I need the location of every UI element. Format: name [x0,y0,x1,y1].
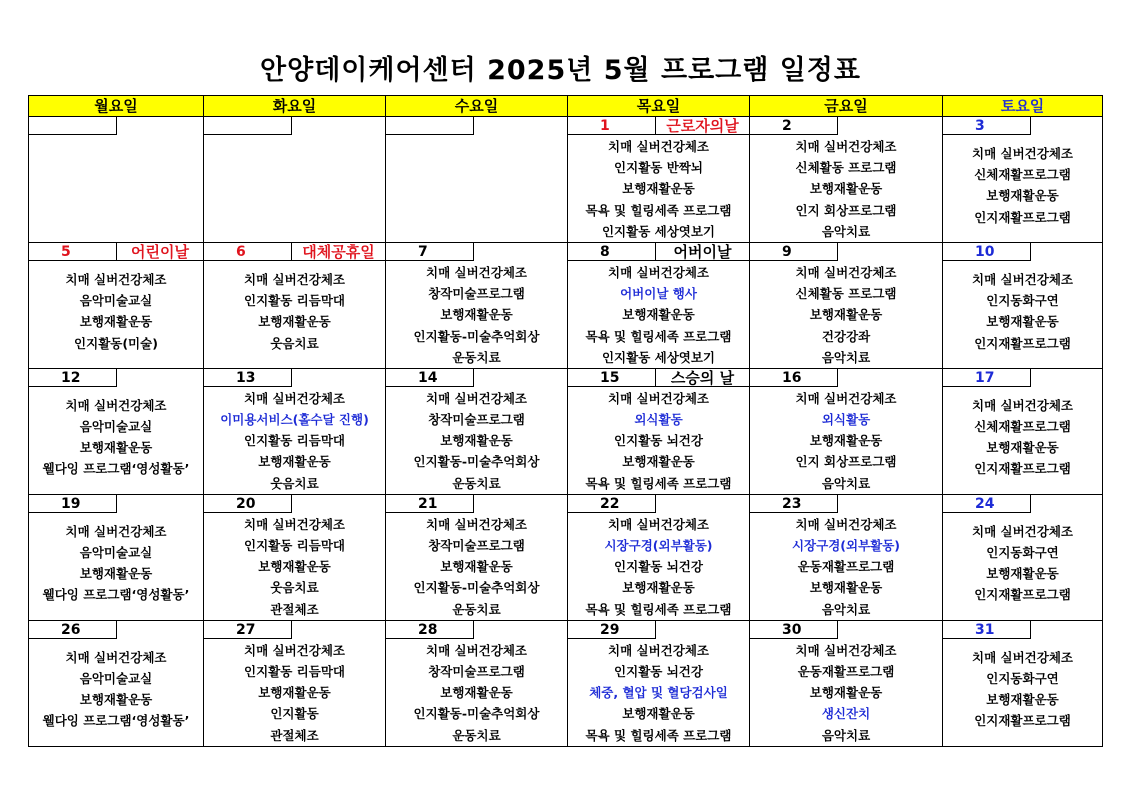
activity-list [204,388,385,494]
activity-item: 이미용서비스(홀수달 진행) [220,412,369,428]
activity-item: 인지재활프로그램 [974,587,1071,603]
activity-item: 시장구경(외부활동) [604,538,713,553]
day-number: 30 [750,621,838,639]
day-cell [750,368,943,494]
holiday-label: 근로자의날 [656,117,749,135]
activity-list [750,388,942,494]
activity-item: 건강강좌 [821,328,871,344]
day-number: 3 [943,117,1031,135]
day-header [386,369,567,388]
activity-item: 인지활동-미술추억회상 [413,328,540,344]
day-cell [29,368,204,494]
day-header [29,495,203,514]
activity-item: 보행재활운동 [622,580,695,596]
day-header [204,369,385,388]
day-number: 20 [204,495,292,513]
day-header [750,117,942,136]
activity-list [943,388,1102,480]
weekday-header-tue: 화요일 [204,96,386,117]
day-number: 5 [29,243,117,261]
weekday-header-wed: 수요일 [386,96,568,117]
day-cell [29,117,204,243]
day-cell [750,242,943,368]
day-header [204,117,385,136]
activity-item: 치매 실버건강체조 [608,390,709,406]
activity-list [943,640,1102,732]
activity-item: 인지활동 반짝뇌 [614,160,703,176]
day-cell [386,620,568,746]
day-number: 10 [943,243,1031,261]
holiday-label: 대체공휴일 [292,243,385,261]
activity-item: 보행재활운동 [79,314,153,330]
activity-item: 목욕 및 힐링세족 프로그램 [585,328,732,344]
activity-item: 치매 실버건강체조 [795,390,897,406]
activity-list [943,514,1102,606]
day-cell [204,368,386,494]
activity-item: 음악치료 [821,223,871,239]
activity-item: 인지활동-미술추억회상 [413,706,540,722]
day-cell [29,620,204,746]
activity-item: 음악미술교실 [79,545,153,560]
activity-item: 웃음치료 [270,475,319,491]
day-cell [568,494,750,620]
activity-item: 인지재활프로그램 [974,461,1071,477]
activity-list [386,262,567,368]
weekday-header-thu: 목요일 [568,96,750,117]
day-header [29,243,203,262]
weekday-header-mon: 월요일 [29,96,204,117]
day-number: 16 [750,369,838,387]
day-cell [943,620,1103,746]
activity-item: 보행재활운동 [622,181,695,197]
day-number: 21 [386,495,474,513]
activity-item: 인지활동 뇌건강 [614,433,703,449]
activity-item: 보행재활운동 [986,692,1059,708]
activity-item: 치매 실버건강체조 [972,146,1073,161]
activity-item: 인지활동 [270,706,319,722]
day-cell [943,494,1103,620]
activity-item: 보행재활운동 [440,433,513,449]
day-header [204,621,385,640]
holiday-label: 스승의 날 [656,369,749,387]
activity-list [568,514,749,620]
day-header [204,243,385,262]
activity-item: 시장구경(외부활동) [791,538,901,553]
activity-item: 신체활동 프로그램 [795,286,897,302]
day-header [943,621,1102,640]
activity-item: 신체재활프로그램 [974,167,1071,183]
activity-item: 보행재활운동 [79,692,153,708]
activity-item: 보행재활운동 [809,685,883,701]
day-cell [204,117,386,243]
day-cell [568,242,750,368]
activity-item: 음악치료 [821,475,871,491]
activity-item: 외식활동 [821,412,871,428]
activity-item: 인지재활프로그램 [974,713,1071,729]
activity-item: 보행재활운동 [440,559,513,575]
activity-item: 창작미술프로그램 [428,538,525,553]
activity-item: 보행재활운동 [79,566,153,582]
week-row [29,620,1103,746]
activity-item: 음악치료 [821,727,871,743]
activity-item: 보행재활운동 [622,706,695,722]
activity-item: 치매 실버건강체조 [972,523,1073,539]
day-cell [29,242,204,368]
activity-item: 운동치료 [452,601,501,617]
activity-item: 운동치료 [452,727,501,743]
day-number: 23 [750,495,838,513]
day-number: 13 [204,369,292,387]
activity-item: 보행재활운동 [809,433,883,449]
activity-item: 인지동화구연 [986,670,1059,686]
activity-list [750,514,942,620]
activity-item: 치매 실버건강체조 [795,139,897,154]
day-number: 22 [568,495,656,513]
activity-item: 목욕 및 힐링세족 프로그램 [585,202,732,218]
activity-item: 목욕 및 힐링세족 프로그램 [585,475,732,491]
activity-item: 보행재활운동 [622,454,695,470]
day-header [386,621,567,640]
day-number: 19 [29,495,117,513]
activity-item: 치매 실버건강체조 [608,264,709,280]
day-number: 7 [386,243,474,261]
week-row [29,494,1103,620]
day-cell [750,620,943,746]
calendar-body [29,117,1103,747]
day-header [29,369,203,388]
day-header [568,117,749,136]
day-number [29,117,117,135]
day-number [204,117,292,135]
day-number: 28 [386,621,474,639]
activity-item: 인지동화구연 [986,545,1059,560]
page-title: 안양데이케어센터 2025년 5월 프로그램 일정표 [260,55,861,86]
activity-item: 인지활동 리듬막대 [244,663,345,679]
day-header [750,621,942,640]
activity-item: 체중, 혈압 및 혈당검사일 [589,685,728,701]
activity-item: 인지활동 리듬막대 [244,538,345,553]
activity-item: 신체활동 프로그램 [795,160,897,176]
activity-item: 보행재활운동 [258,685,331,701]
activity-list [750,262,942,368]
activity-item: 인지동화구연 [986,293,1059,309]
activity-item: 치매 실버건강체조 [795,264,897,280]
activity-item: 치매 실버건강체조 [65,271,167,287]
weekday-header-fri: 금요일 [750,96,943,117]
activity-item: 치매 실버건강체조 [795,642,897,658]
activity-item: 보행재활운동 [986,440,1059,456]
activity-list [29,514,203,606]
activity-item: 운동치료 [452,475,501,491]
activity-list [29,388,203,480]
week-row [29,117,1103,243]
day-header [568,243,749,262]
activity-item: 치매 실버건강체조 [65,649,167,665]
activity-item: 어버이날 행사 [620,286,697,302]
activity-list [29,262,203,354]
activity-item: 보행재활운동 [809,307,883,323]
activity-item: 치매 실버건강체조 [244,516,345,532]
activity-item: 인지활동 뇌건강 [614,559,703,575]
activity-list [750,640,942,746]
day-number: 15 [568,369,656,387]
day-cell [204,494,386,620]
activity-item: 인지 회상프로그램 [795,202,897,218]
activity-item: 웃음치료 [270,335,319,351]
activity-item: 운동치료 [452,349,501,365]
activity-item: 웰다잉 프로그램‘영성활동’ [42,587,190,603]
day-cell [568,368,750,494]
day-cell [204,620,386,746]
day-cell [943,368,1103,494]
activity-item: 치매 실버건강체조 [244,390,345,406]
day-number: 12 [29,369,117,387]
activity-item: 보행재활운동 [258,559,331,575]
activity-item: 인지활동 세상엿보기 [601,349,716,365]
activity-item: 외식활동 [634,412,683,428]
activity-item: 음악치료 [821,601,871,617]
activity-item: 치매 실버건강체조 [972,649,1073,665]
activity-item: 웰다잉 프로그램‘영성활동’ [42,713,190,729]
day-number: 2 [750,117,838,135]
day-header [568,495,749,514]
activity-item: 보행재활운동 [258,454,331,470]
day-number: 27 [204,621,292,639]
activity-item: 치매 실버건강체조 [608,139,709,154]
activity-item: 치매 실버건강체조 [244,642,345,658]
activity-list [386,640,567,746]
activity-list [943,136,1102,228]
activity-item: 보행재활운동 [986,314,1059,330]
activity-item: 인지활동(미술) [74,335,158,351]
day-header [386,243,567,262]
activity-list [568,388,749,494]
day-header [943,243,1102,262]
day-number: 9 [750,243,838,261]
activity-list [568,136,749,242]
day-cell [568,620,750,746]
activity-item: 인지활동 뇌건강 [614,663,703,679]
activity-item: 보행재활운동 [809,580,883,596]
activity-item: 인지재활프로그램 [974,209,1071,225]
activity-list [386,388,567,494]
activity-item: 음악치료 [821,349,871,365]
activity-item: 운동재활프로그램 [797,663,895,679]
activity-item: 치매 실버건강체조 [426,516,527,532]
day-number: 26 [29,621,117,639]
day-cell [386,368,568,494]
weekday-header-row [29,96,1103,117]
activity-item: 치매 실버건강체조 [795,516,897,532]
day-cell [943,242,1103,368]
day-cell [943,117,1103,243]
activity-item: 보행재활운동 [622,307,695,323]
activity-item: 보행재활운동 [258,314,331,330]
day-header [750,369,942,388]
activity-item: 생신잔치 [821,706,871,722]
activity-item: 창작미술프로그램 [428,412,525,428]
activity-list [29,640,203,732]
weekday-header-sat: 토요일 [943,96,1103,117]
activity-item: 치매 실버건강체조 [608,642,709,658]
week-row [29,242,1103,368]
day-number: 14 [386,369,474,387]
activity-item: 목욕 및 힐링세족 프로그램 [585,727,732,743]
activity-item: 음악미술교실 [79,419,153,435]
day-cell [750,494,943,620]
day-number: 29 [568,621,656,639]
activity-list [204,640,385,746]
activity-item: 인지활동-미술추억회상 [413,580,540,596]
activity-item: 인지활동 세상엿보기 [601,223,716,239]
day-cell [386,117,568,243]
day-number: 31 [943,621,1031,639]
day-header [568,621,749,640]
activity-item: 보행재활운동 [440,307,513,323]
day-number [386,117,474,135]
activity-item: 인지활동 리듬막대 [244,433,345,449]
activity-list [943,262,1102,354]
day-header [750,243,942,262]
activity-item: 인지활동 리듬막대 [244,293,345,309]
day-number: 6 [204,243,292,261]
day-cell [386,242,568,368]
activity-item: 치매 실버건강체조 [244,271,345,287]
activity-item: 보행재활운동 [440,685,513,701]
day-number: 24 [943,495,1031,513]
activity-item: 신체재활프로그램 [974,419,1071,435]
activity-list [568,640,749,746]
day-header [29,621,203,640]
day-number: 17 [943,369,1031,387]
activity-item: 보행재활운동 [986,566,1059,582]
activity-item: 음악미술교실 [79,293,153,309]
day-header [29,117,203,136]
activity-item: 웃음치료 [270,580,319,596]
calendar-table [28,95,1103,747]
day-header [204,495,385,514]
day-cell [29,494,204,620]
activity-item: 치매 실버건강체조 [608,516,709,532]
day-header [750,495,942,514]
activity-item: 치매 실버건강체조 [426,390,527,406]
activity-item: 웰다잉 프로그램‘영성활동’ [42,461,190,477]
activity-item: 치매 실버건강체조 [65,397,167,413]
day-header [943,369,1102,388]
day-header [386,117,567,136]
activity-item: 치매 실버건강체조 [426,642,527,658]
activity-item: 관절체조 [270,727,319,743]
activity-item: 보행재활운동 [79,440,153,456]
activity-item: 인지재활프로그램 [974,335,1071,351]
activity-item: 운동재활프로그램 [797,559,895,575]
activity-item: 인지 회상프로그램 [795,454,897,470]
day-cell [386,494,568,620]
activity-item: 치매 실버건강체조 [426,264,527,280]
day-number: 1 [568,117,656,135]
activity-item: 음악미술교실 [79,670,153,686]
activity-item: 목욕 및 힐링세족 프로그램 [585,601,732,617]
activity-list [204,514,385,620]
day-cell [204,242,386,368]
day-header [568,369,749,388]
day-number: 8 [568,243,656,261]
activity-item: 창작미술프로그램 [428,663,525,679]
day-header [943,117,1102,136]
activity-item: 관절체조 [270,601,319,617]
activity-list [204,262,385,354]
day-header [386,495,567,514]
day-cell [568,117,750,243]
day-header [943,495,1102,514]
activity-item: 인지활동-미술추억회상 [413,454,540,470]
activity-item: 치매 실버건강체조 [65,523,167,539]
day-cell [750,117,943,243]
activity-item: 치매 실버건강체조 [972,271,1073,287]
activity-item: 치매 실버건강체조 [972,397,1073,413]
activity-item: 보행재활운동 [986,188,1059,204]
activity-list [386,514,567,620]
activity-item: 창작미술프로그램 [428,286,525,302]
holiday-label: 어린이날 [117,243,203,261]
activity-item: 보행재활운동 [809,181,883,197]
holiday-label: 어버이날 [656,243,749,261]
activity-list [750,136,942,242]
activity-list [568,262,749,368]
week-row [29,368,1103,494]
